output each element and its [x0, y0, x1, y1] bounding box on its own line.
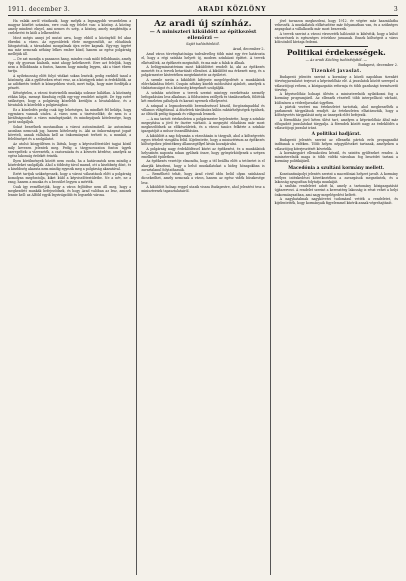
paragraph: A pártok vezérei ma értekezletet tartottak, ahol megbeszélték a parlamenti tárgyalások rendjét. Az értekezleten elhatározták, hogy a költségvetés tárgyalását még az ünnepek előtt befejezik.: [274, 105, 398, 118]
section-divider: [305, 46, 368, 47]
paragraph: Most mégis annyi jel mutat arra, hogy ebből a közönyből fel akar ébredni a város. Az egyesületek élete megpezsdült, az előadások látogatottak, a társadalmi mozgalmak újra erőre kapnak. Egy-egy ügyért ma már nemcsak néhány lelkes ember küzd, hanem az egész polgárság melléjük áll.: [8, 35, 132, 57]
column-2: [136, 19, 264, 575]
section-body-2: [275, 138, 398, 163]
paragraph: Arad város törvényhatósága tudvalevőleg több mint egy éve határozta el, hogy a régi színház helyett új, modern színházat építtet. A tervek elkészültek, az építkezés megindult, és ma már a falak is állnak.: [141, 52, 265, 65]
paragraph: Konstantinápolyi jelentés szerint a macedóniai helyzet javult. A kormány erélyes intézkedései következtében a zavargások megszűntek, és a lakosság nyugodtan folytatja munkáját.: [274, 171, 398, 184]
paragraph: — A ma tartott értekezleten a polgármester bejelentette, hogy a színház megnyitása a jövő év őszére várható. A megnyitó előadásra már most megkezdődnek az előkészületek, és a városi tanács felkérte a színház igazgatóját a műsor összeállítására.: [141, 116, 265, 134]
column-3: [270, 19, 398, 575]
header-page-number: 3: [393, 6, 398, 13]
paragraph: A szemle során a kiküldött kifejezte megelégedését a munkálatok előrehaladása felett. Csupán néhány kisebb módosítást ajánlott, amelyek a tűzbiztonságot és a közönség kényelmét szolgálják.: [141, 78, 265, 91]
paragraph: A polgárság nagy érdeklődéssel kíséri az építkezést, és a munkálatok helyszínén naponta sokan gyűlnek össze, hogy gyönyörködjenek a szépen emelkedő épületben.: [141, 146, 265, 159]
continued-text: [275, 19, 398, 44]
paragraph: — Remélhető tehát, hogy Arad rövid időn belül olyan színházzal dicsekedhet, amely nemcsak a város, hanem az egész vidék büszkesége lesz.: [141, 172, 265, 185]
header-masthead: ARADI KÖZLÖNY: [197, 6, 267, 13]
paragraph: Az építkezés vezetője elmondta, hogy a tél beállta előtt a tetőzetet is el akarják készíteni, hogy a belső munkálatokat a hideg hónapokban is zavartalanul folytathassák.: [141, 159, 265, 172]
subtitle-twelve-proposals: Tizenkét javaslat.: [311, 69, 362, 75]
paragraph: Csak így remélhetjük, hogy a város fejlődése nem áll meg, hogy a megkezdett munkák befejeződnek, és hogy Arad valóban az lesz, aminek lennie kell: az Alföld egyik legvirágzóbb és legszebb városa.: [8, 184, 132, 197]
paragraph: A színház nézőtere a tervek szerint mintegy ezerkétszáz személy befogadására lesz alkalmas. A földszinten zsöllyék és támlásszékek, fölöttük két emeleten páholyok és karzat nyernek elhelyezést.: [141, 91, 265, 104]
paragraph: Sokat beszélnek mostanában a városi autonómiáról. Az autonómia azonban nemcsak jog, hanem kötelesség is. Aki az önkormányzat jogait követeli, annak vállalnia kell az önkormányzat terheit is, a munkát, a felelősséget és a szolgálatot.: [8, 124, 132, 142]
paragraph: Ez a közeledés pedig csak úgy lehetséges, ha mindkét fél belátja, hogy egymásra vannak utalva. A város nem a tisztviselőké, de nem is a kiváltságosoké: a város mindnyájunké, és mindnyájunk kötelessége, hogy javát szolgáljuk.: [8, 107, 132, 125]
header-date: 1911. december 3.: [8, 6, 71, 13]
subtitle-macedonia: Macedónia a szultáni kormány mellett.: [288, 165, 385, 171]
paragraph: Az utolsó közgyűlésen is láttuk, hogy a képviselőtestület tagjai közül mily kevesen jelentek meg. Pedig a tárgysorozaton fontos ügyek szerepeltek: a vízvezeték, a csatornázás és a kövezés kérdése, amelyek az egész lakosság érdekét érintik.: [8, 141, 132, 159]
paragraph: Kétségtelen, a városi tisztviselők munkája sokszor hálátlan. A közönség ritkán látja, mennyi fáradság rejlik egy-egy rendelet mögött. De épp ezért szükséges, hogy a polgárság közelebb kerüljön a hivatalokhoz, és a hivatalok is közelebb a polgársághoz.: [8, 90, 132, 108]
paragraph: Ezért tartjuk szükségesnek, hogy a városi választások előtt a polgárság komolyan megfontolja, kiket küld a képviselőtestületbe. Ne a név, ne a rang, hanem a munka és a becsület legyen a mérték.: [8, 171, 132, 184]
article-headline: Az aradi új színház.: [154, 19, 252, 29]
article-body: [141, 52, 264, 193]
subtitle-political-campaign: A politikai hadjárat.: [311, 132, 361, 138]
paragraph: — De azt mondja a panaszos hang, mindez csak múló fellobbanás, amely épp oly gyorsan kialszik, mint ahogy keletkezett. Erre azt feleljük, hogy nem a fellobbanás a fontos, hanem hogy mindig legyen, aki a tüzet ébren tartja.: [8, 57, 132, 74]
paragraph: A tervek szerint a városi vízvezeték hálózatát is kibővítik, hogy a külső városrészek is egészséges ivóvízhez jussanak. Ennek költségeit a város kölcsönből kívánja fedezni.: [274, 31, 398, 45]
paragraph: A színpad a legmodernebb berendezéssel készül, forgószínpaddal és villamos világítással. A díszletek tárolására külön raktárhelyiségek épülnek, az öltözők pedig tágasak és világosak lesznek.: [141, 103, 265, 117]
section-byline: — Az aradi Közlöny tudósítójától. —: [305, 58, 368, 63]
paragraph: Ha valaki arról vitatkozik, hogy melyik a legnagyobb veszedelem a magyar közélet számára, erre csak egy felelet van: a közöny. A közöny, amely mindent elnyel, ami nemes és szép, a közöny, amely megbénítja a cselekvést és kiöli a lelkesedést.: [8, 19, 132, 36]
column-1: [8, 19, 131, 575]
paragraph: A főrendiház jövő héten ülést tart, amelyen a képviselőház által már elfogadott javaslatokat tárgyalja. A főrendek között nagy az érdeklődés a választójogi javaslat iránt.: [274, 118, 398, 131]
paragraph: A kormánypárt ellenakcióra készül, és szintén gyűléseket rendez. A miniszterelnök maga is több vidéki városban fog beszédet tartani a kormány politikájáról.: [274, 151, 398, 164]
paragraph: A képviselőház holnapi ülésén a miniszterelnök nyilatkozni fog a kormány programjáról. Az ellenzék részéről több interpelláció várható, különösen a véderőjavaslat ügyében.: [274, 92, 398, 105]
section-title: Politikai érdekességek.: [286, 48, 386, 58]
paragraph: jövő tavaszon megkezdeni, hogy 1912. év végére már használatba vehessék. A munkálatok előkészítése már folyamatban van, és a szükséges anyagokat a vállalkozók már most beszerzik.: [274, 19, 398, 32]
paragraph: A nagyhatalmak nagykövetei tudomásul vették a rendeletet, és kijelentették, hogy kormányaik figyelemmel kísérik annak végrehajtását.: [274, 197, 398, 206]
section-body-3: [275, 172, 398, 206]
article-dateline: Arad, december 2.: [232, 47, 265, 52]
paragraph: Budapesti jelentés szerint a kormány a közeli napokban tizenkét törvényjavaslatot terjeszt a képviselőház elé. A javaslatok között szerepel a választójogi reform, a közigazgatás reformja és több gazdasági természetű törvény.: [274, 75, 398, 92]
article-byline: Saját tudósítónktól.: [186, 42, 220, 47]
section-body-1: [275, 75, 398, 130]
paragraph: A kiküldött a nap folyamán a városházán is tárgyalt, ahol a költségvetés egyes tételeit vizsgálta felül. Kijelentette, hogy a minisztérium az építkezés költségeihez jelentékeny államsegéllyel kíván hozzájárulni.: [141, 133, 265, 146]
article-subhead: — A miniszteri kiküldött az építkezést ellenőrzi —: [149, 29, 257, 41]
paragraph: A kiküldött holnap reggel utazik vissza Budapestre, ahol jelentést tesz a miniszternek tapasztalatairól.: [141, 185, 265, 194]
columns: [8, 19, 398, 575]
section-dateline: Budapest, december 2.: [358, 63, 398, 68]
paragraph: A szultán rendeletet adott ki, amely a tartomány közigazgatását újjászervezi. A rendelet szerint a keresztény lakosság is részt vehet a helyi önkormányzatban, ami nagy megelégedést keltett.: [274, 184, 398, 197]
paragraph: Ilyen körülmények között nem csoda, ha a határozatok nem mindig a közérdeket szolgálják. Ahol a többség távol marad, ott a kisebbség dönt, és a kisebbség akarata nem mindig egyezik meg a polgárság akaratával.: [8, 158, 132, 172]
paragraph: A belügyminisztérium most kiküldöttet rendelt ki, aki az építkezés menetét és a tervek betartását ellenőrzi. A kiküldött ma érkezett meg, és a polgármester kíséretében megtekintette az épületet.: [141, 65, 265, 78]
page-header: [8, 6, 398, 16]
paragraph: A nyilvánosság előtt folyó vitákat sokan lenézik, pedig ezekből tanul a közönség. Aki a gyűléseken részt vesz, az a közügyek iránt is érdeklődik, az az adófizetés terhét is könnyebben viseli, mert tudja, hogy mire fordítják a pénzét.: [8, 74, 132, 91]
paragraph: Budapesti jelentés szerint az ellenzéki pártok erős propagandát indítanak a vidéken. Több helyen népgyűléseket tartanak, amelyeken a választójog kiterjesztését követelik.: [274, 138, 398, 151]
